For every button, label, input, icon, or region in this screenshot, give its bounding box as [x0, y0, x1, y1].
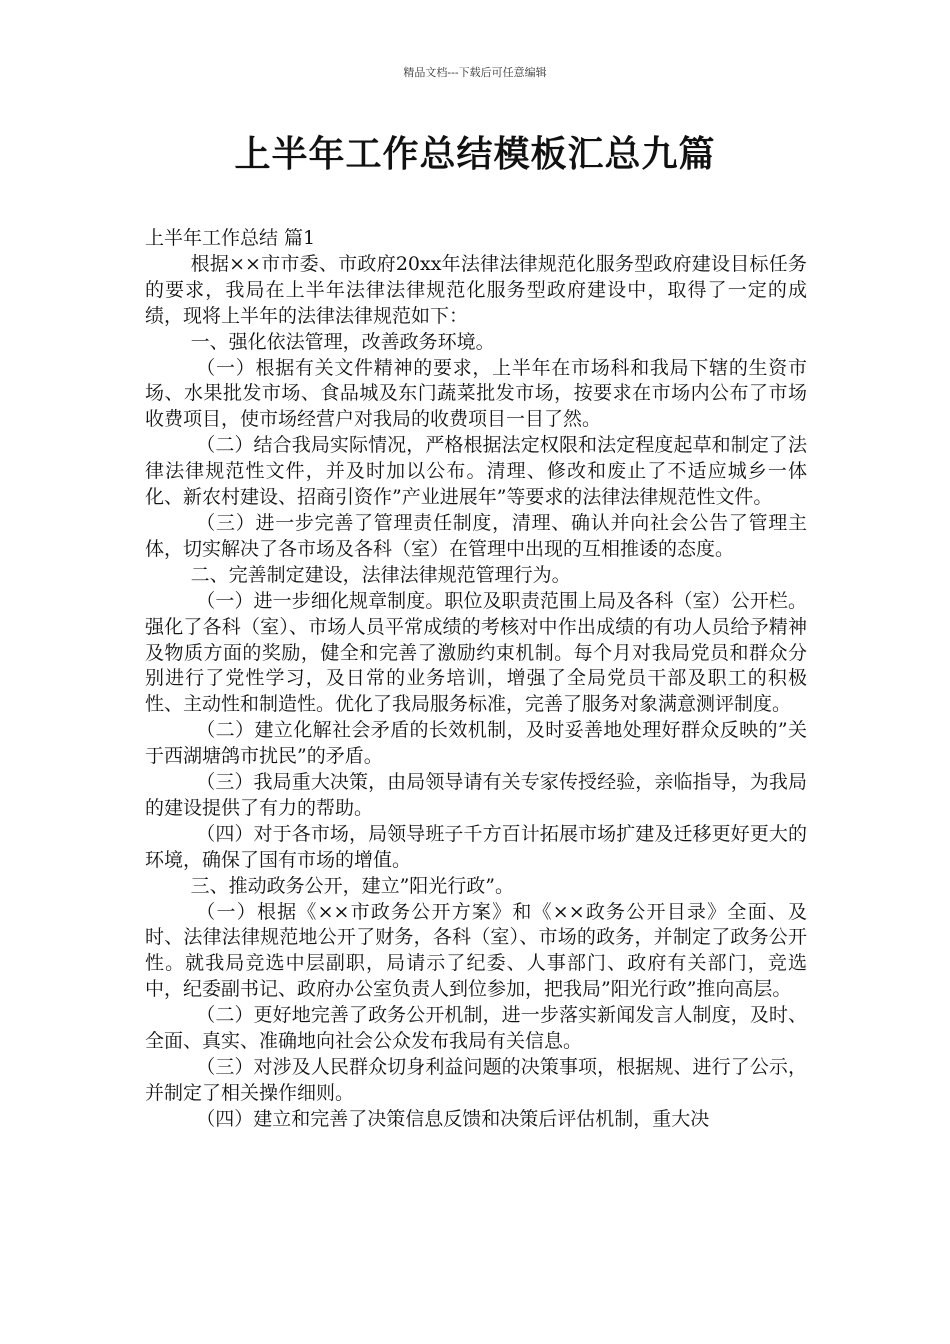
body-paragraph: 三、推动政务公开，建立”阳光行政”。: [190, 874, 515, 897]
body-paragraph: （二）更好地完善了政务公开机制，进一步落实新闻发言人制度，及时、全面、真实、准确地向社会公众发布我局有关信息。: [145, 1004, 807, 1053]
body-paragraph: （一）进一步细化规章制度。职位及职责范围上局及各科（室）公开栏。强化了各科（室）、市场人员平常成绩的考核对中作出成绩的有功人员给予精神及物质方面的奖励，健全和完善了激励约束机制。每个月对我局党员和群众分别进行了党性学习，及日常的业务培训，增强了全局党员干部及职工的积极性、主动性和制造性。优化了我局服务标准，完善了服务对象满意测评制度。: [145, 589, 807, 716]
body-paragraph: （三）进一步完善了管理责任制度，清理、确认并向社会公告了管理主体，切实解决了各市场及各科（室）在管理中出现的互相推诿的态度。: [145, 511, 807, 560]
paragraph-list: [145, 252, 807, 1133]
document-body: [145, 226, 807, 1133]
body-paragraph: （一）根据有关文件精神的要求，上半年在市场科和我局下辖的生资市场、水果批发市场、食品城及东门蔬菜批发市场，按要求在市场内公布了市场收费项目，使市场经营户对我局的收费项目一目了然。: [145, 356, 807, 431]
body-paragraph: （一）根据《××市政务公开方案》和《××政务公开目录》全面、及时、法律法律规范地公开了财务，各科（室）、市场的政务，并制定了政务公开性。就我局竞选中层副职，局请示了纪委、人事部门、政府有关部门，竞选中，纪委副书记、政府办公室负责人到位参加，把我局”阳光行政”推向高层。: [145, 900, 807, 1001]
body-paragraph: 根据××市市委、市政府20xx年法律法律规范化服务型政府建设目标任务的要求，我局在上半年法律法律规范化服务型政府建设中，取得了一定的成绩，现将上半年的法律法律规范如下：: [145, 252, 807, 327]
body-paragraph: （三）我局重大决策，由局领导请有关专家传授经验，亲临指导，为我局的建设提供了有力的帮助。: [145, 771, 807, 819]
body-paragraph: （三）对涉及人民群众切身利益问题的决策事项，根据规、进行了公示，并制定了相关操作细则。: [145, 1056, 807, 1104]
header-note: 精品文档---下载后可任意编辑: [403, 66, 547, 79]
section-subheading: 上半年工作总结 篇1: [145, 227, 316, 249]
body-paragraph: （四）建立和完善了决策信息反馈和决策后评估机制，重大决: [196, 1107, 710, 1130]
body-paragraph: 二、完善制定建设，法律法律规范管理行为。: [190, 563, 571, 586]
document-title: 上半年工作总结模板汇总九篇: [234, 134, 716, 175]
body-paragraph: （四）对于各市场，局领导班子千方百计拓展市场扩建及迁移更好更大的环境，确保了国有市场的增值。: [145, 822, 807, 871]
body-paragraph: 一、强化依法管理，改善政务环境。: [190, 330, 495, 353]
body-paragraph: （二）结合我局实际情况，严格根据法定权限和法定程度起草和制定了法律法律规范性文件，并及时加以公布。清理、修改和废止了不适应城乡一体化、新农村建设、招商引资作”产业进展年”等要求的法律法律规范性文件。: [145, 434, 807, 509]
body-paragraph: （二）建立化解社会矛盾的长效机制，及时妥善地处理好群众反映的”关于西湖塘鸽市扰民”的矛盾。: [145, 719, 807, 768]
